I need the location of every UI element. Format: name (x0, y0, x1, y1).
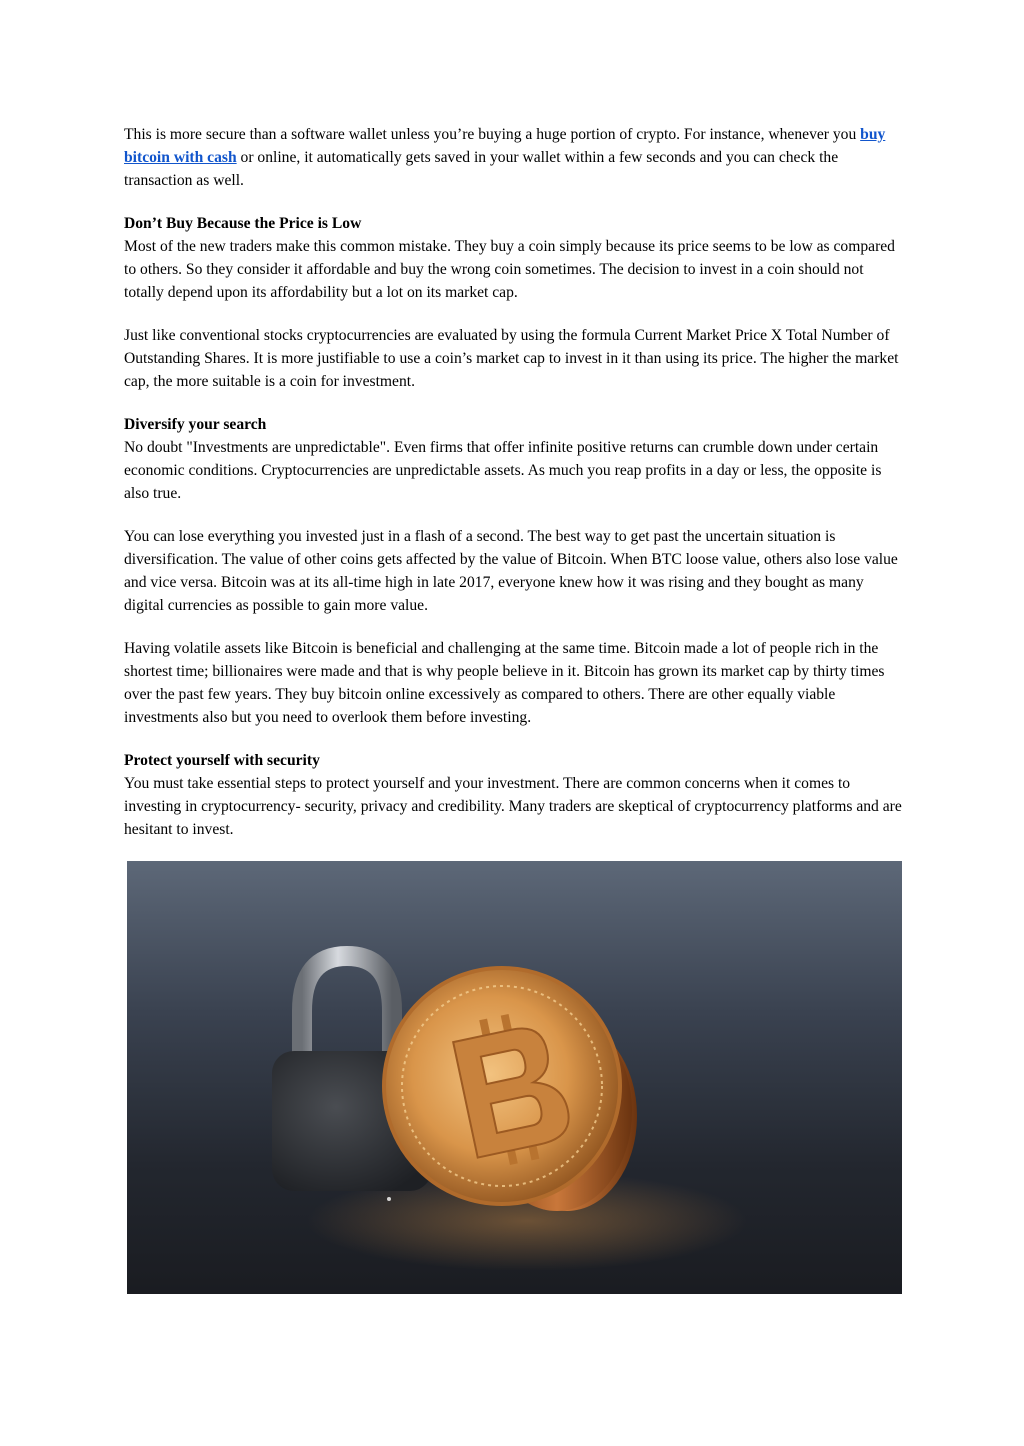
price-section-paragraph-2: Just like conventional stocks cryptocurrencies are evaluated by using the formula Current Market Price X Total Number of Outstanding Shares. It is more justifiable to use a coin’s market cap to invest in it than using its price. The higher the market cap, the more suitable is a coin for investment. (124, 327, 899, 390)
section-heading-price: Don’t Buy Because the Price is Low (124, 215, 362, 232)
document-page (124, 123, 902, 861)
diversify-section-paragraph-3: Having volatile assets like Bitcoin is beneficial and challenging at the same time. Bitcoin made a lot of people rich in the shortest time; billionaires were made and that is why people believe in it. Bitcoin has grown its market cap by thirty times over the past few years. They buy bitcoin online excessively as compared to others. There are other equally viable investments also but you need to overlook them before investing. (124, 640, 885, 726)
diversify-section-text-1: No doubt "Investments are unpredictable". Even firms that offer infinite positive returns can crumble down under certain economic conditions. Cryptocurrencies are unpredictable assets. As much you reap profits in a day or less, the opposite is also true. (124, 439, 882, 502)
intro-text-after-link: or online, it automatically gets saved in your wallet within a few seconds and you can check the transaction as well. (124, 149, 839, 189)
intro-paragraph (124, 123, 902, 192)
price-section-text-1: Most of the new traders make this common mistake. They buy a coin simply because its price seems to be low as compared to others. So they consider it affordable and buy the wrong coin sometimes. The decision to invest in a coin should not totally depend upon its affordability but a lot on its market cap. (124, 238, 895, 301)
price-section-paragraph-1 (124, 212, 902, 304)
security-section-paragraph-1 (124, 749, 902, 841)
light-speck (387, 1197, 391, 1201)
buy-bitcoin-with-cash-link[interactable]: buy bitcoin with cash (124, 126, 886, 166)
diversify-section-paragraph-2: You can lose everything you invested just in a flash of a second. The best way to get past the uncertain situation is diversification. The value of other coins gets affected by the value of Bitcoin. When BTC loose value, others also lose value and vice versa. Bitcoin was at its all-time high in late 2017, everyone knew how it was rising and they bought as many digital currencies as possible to gain more value. (124, 528, 898, 614)
padlock-and-bitcoin-illustration (127, 861, 902, 1294)
intro-text-before-link: This is more secure than a software wallet unless you’re buying a huge portion of crypto. For instance, whenever you (124, 126, 861, 143)
padlock-and-bitcoin-photo (127, 861, 902, 1294)
security-section-text-1: You must take essential steps to protect yourself and your investment. There are common concerns when it comes to investing in cryptocurrency- security, privacy and credibility. Many traders are skeptical of cryptocurrency platforms and are hesitant to invest. (124, 775, 902, 838)
diversify-section-paragraph-1 (124, 413, 902, 505)
section-heading-diversify: Diversify your search (124, 416, 267, 433)
section-heading-security: Protect yourself with security (124, 752, 320, 769)
